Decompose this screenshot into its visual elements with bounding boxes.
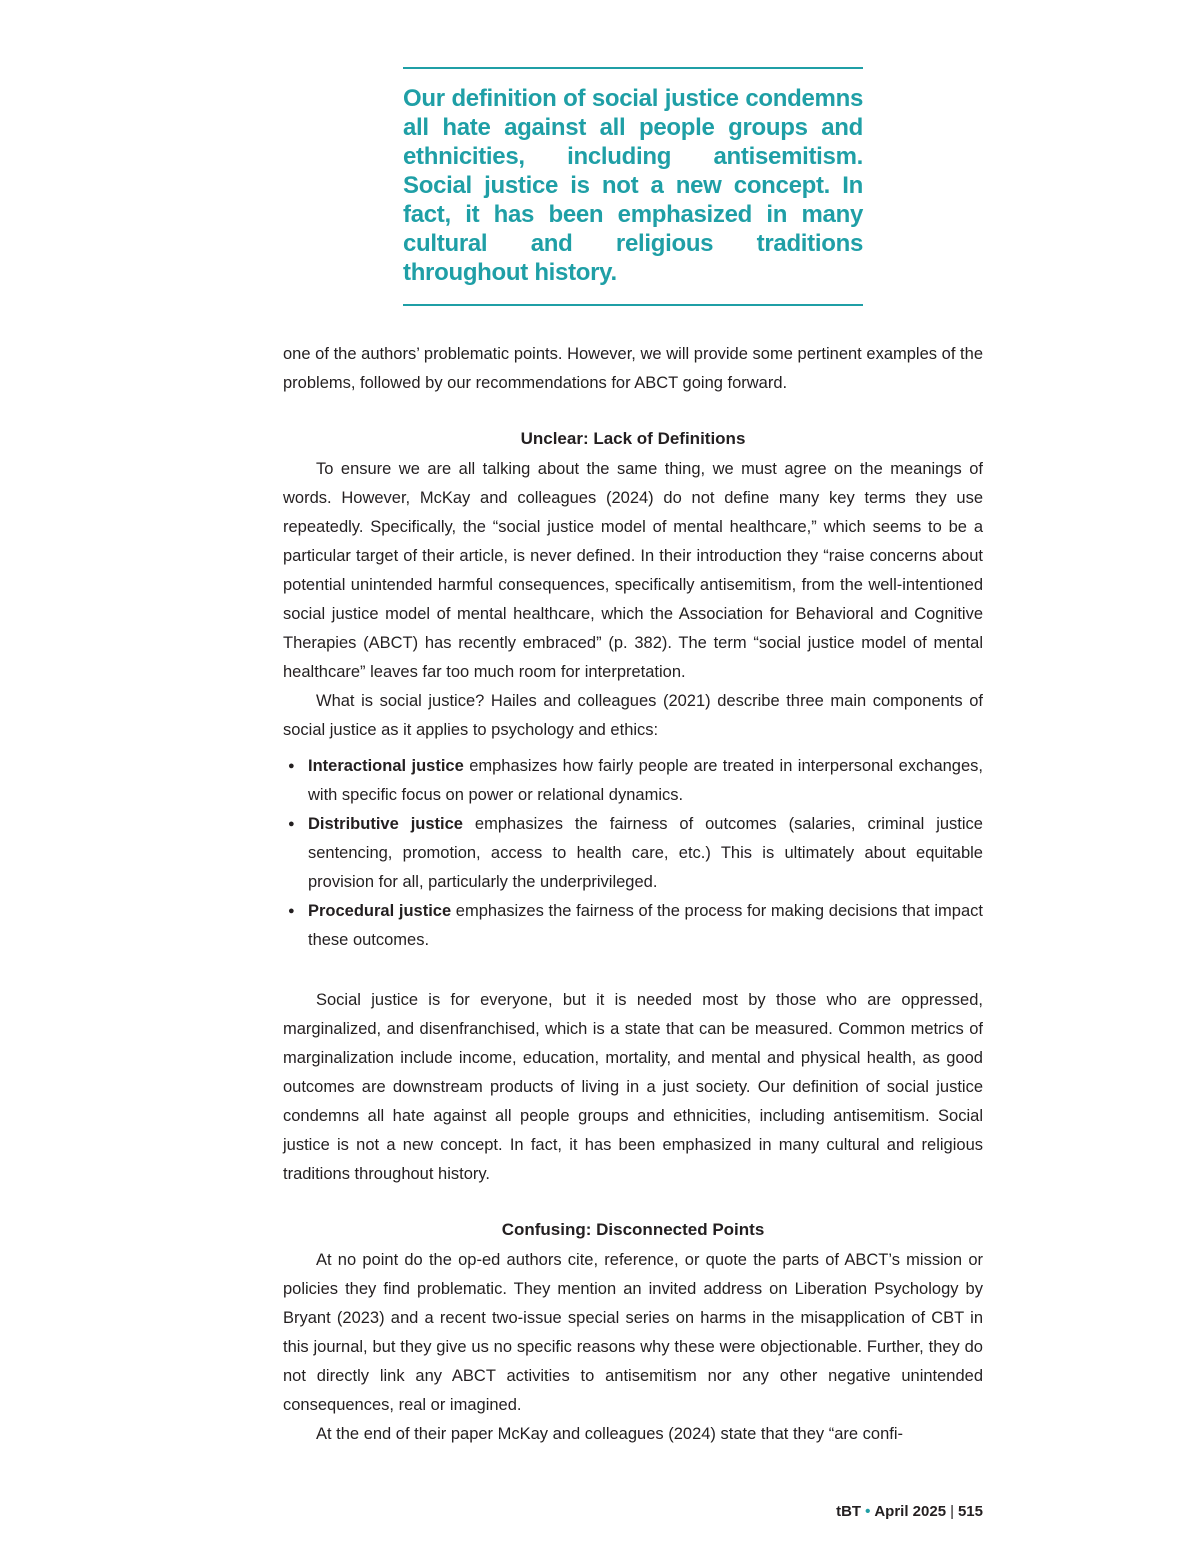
pull-quote-block — [403, 67, 863, 306]
bullet-lead: Distributive justice — [308, 815, 463, 833]
bullet-item-distributive — [283, 810, 983, 897]
bullet-item-procedural — [283, 897, 983, 955]
confusing-paragraph-2: At the end of their paper McKay and colleagues (2024) state that they “are confi- — [316, 1425, 904, 1443]
bullet-item-interactional — [283, 752, 983, 810]
bullet-text: emphasizes the fairness of the process for making decisions that impact these outcomes. — [308, 902, 983, 949]
page-footer — [836, 1502, 983, 1522]
definitions-paragraph-1: To ensure we are all talking about the same thing, we must agree on the meanings of words. However, McKay and colleagues (2024) do not define many key terms they use repeatedly. Specifically, the “social justice model of mental healthcare,” which seems to be a particular target of their article, is never defined. In their introduction they “raise concerns about potential unintended harmful consequences, specifically antisemitism, from the well-intentioned social justice model of mental healthcare, which the Association for Behavioral and Cognitive Therapies (ABCT) has recently embraced” (p. 382). The term “social justice model of mental healthcare” leaves far too much room for interpretation. — [283, 460, 983, 681]
bullet-text: emphasizes how fairly people are treated in interpersonal exchanges, with specific focus on power or relational dynamics. — [308, 757, 983, 804]
bullet-text: emphasizes the fairness of outcomes (salaries, criminal justice sentencing, promotion, access to health care, etc.) This is ultimately about equitable provision for all, particularly the underprivileged. — [308, 815, 983, 891]
bullet-icon: ● — [288, 905, 295, 917]
definitions-paragraph-2: What is social justice? Hailes and colleagues (2021) describe three main components of social justice as it applies to psychology and ethics: — [283, 692, 983, 739]
footer-journal-abbrev: tBT — [836, 1503, 862, 1520]
confusing-paragraph-1: At no point do the op-ed authors cite, reference, or quote the parts of ABCT’s mission or policies they find problematic. They mention an invited address on Liberation Psychology by Bryant (2023) and a recent two-issue special series on harms in the misapplication of CBT in this journal, but they give us no specific reasons why these were objectionable. Further, they do not directly link any ABCT activities to antisemitism nor any other negative unintended consequences, real or imagined. — [283, 1251, 983, 1414]
bullet-icon: ● — [288, 760, 295, 772]
pull-quote-rule-bottom — [403, 304, 863, 306]
footer-divider: | — [950, 1503, 954, 1520]
pull-quote-rule-top — [403, 67, 863, 69]
section-heading-confusing: Confusing: Disconnected Points — [501, 1220, 765, 1239]
pull-quote-text: Our definition of social justice condemns all hate against all people groups and ethnicities, including antisemitism. Social justice is not a new concept. In fact, it has been emphasized in many cultural and religious traditions throughout history. — [403, 85, 863, 286]
bullet-lead: Interactional justice — [308, 757, 464, 775]
section-heading-definitions: Unclear: Lack of Definitions — [520, 429, 746, 448]
text-column — [283, 0, 983, 1449]
footer-page-number: 515 — [957, 1503, 983, 1520]
intro-paragraph: one of the authors’ problematic points. However, we will provide some pertinent examples of the problems, followed by our recommendations for ABCT going forward. — [283, 345, 983, 392]
justice-components-list — [283, 752, 983, 955]
bullet-icon: ● — [288, 818, 295, 830]
footer-issue-date: April 2025 — [874, 1503, 947, 1520]
definitions-paragraph-3: Social justice is for everyone, but it is needed most by those who are oppressed, marginalized, and disenfranchised, which is a state that can be measured. Common metrics of marginalization include income, education, mortality, and mental and physical health, as good outcomes are downstream products of living in a just society. Our definition of social justice condemns all hate against all people groups and ethnicities, including antisemitism. Social justice is not a new concept. In fact, it has been emphasized in many cultural and religious traditions throughout history. — [283, 991, 983, 1183]
bullet-lead: Procedural justice — [308, 902, 452, 920]
footer-dot-icon: • — [865, 1503, 871, 1520]
